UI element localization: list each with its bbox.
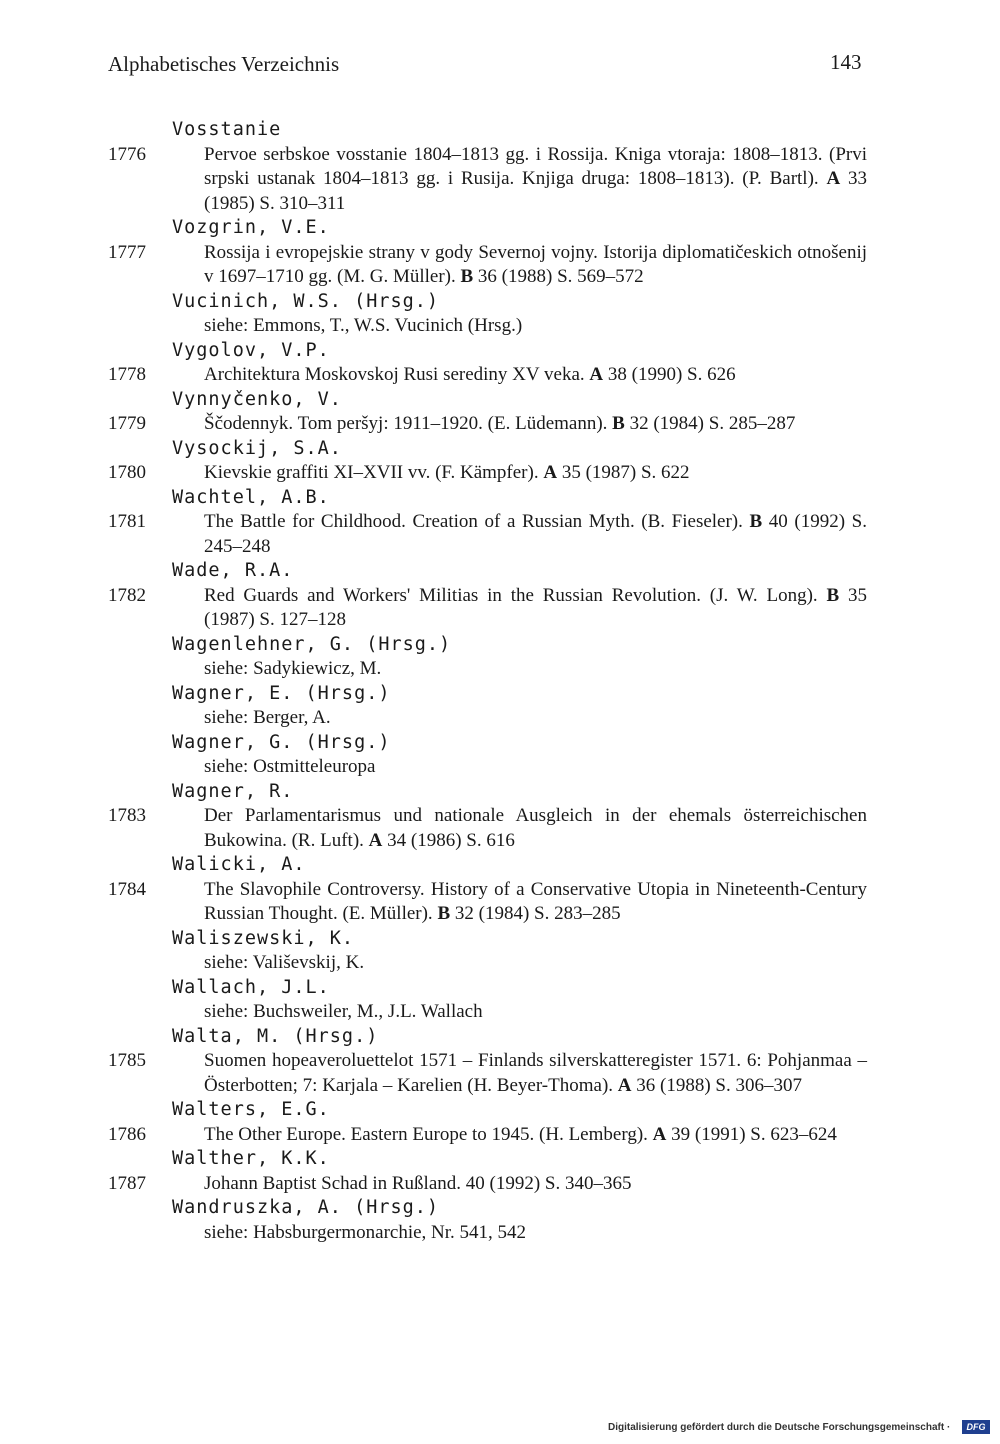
entry-cross-reference: siehe: Vališevskij, K. — [204, 952, 365, 973]
entry-text: Kievskie graffiti XI–XVII vv. (F. Kämpfer). A 35 (1987) S. 622 — [204, 462, 690, 483]
entry-cross-reference: siehe: Emmons, T., W.S. Vucinich (Hrsg.) — [204, 315, 523, 336]
entry-text: Johann Baptist Schad in Rußland. 40 (1992) S. 340–365 — [204, 1172, 632, 1194]
entry-author: Walta, M. (Hrsg.) — [172, 1025, 379, 1047]
index-entry — [0, 633, 1000, 682]
entry-author: Vucinich, W.S. (Hrsg.) — [172, 290, 440, 312]
entry-text: Pervoe serbskoe vosstanie 1804–1813 gg. i Rossija. Kniga vtoraja: 1808–1813. (Prvi srpski ustanak 1804–1813 gg. i Rusija. Knjiga druga: 1808–1813). (P. Bartl). A 33 (1985) S. 310–311 — [204, 143, 867, 214]
entry-item — [0, 143, 1000, 217]
index-entry — [0, 853, 1000, 927]
journal-section-letter: B — [460, 266, 474, 287]
entry-item — [0, 878, 1000, 927]
entry-item — [0, 363, 1000, 388]
index-entry — [0, 388, 1000, 437]
entry-author: Vozgrin, V.E. — [172, 217, 330, 238]
entry-item — [0, 1049, 1000, 1098]
dfg-logo: DFG — [962, 1420, 990, 1434]
journal-section-letter: A — [652, 1123, 667, 1145]
entry-text: Der Parlamentarismus und nationale Ausgleich in der ehemals österreichischen Bukowina. (R. Luft). A 34 (1986) S. 616 — [204, 805, 867, 851]
entry-text: Suomen hopeaveroluettelot 1571 – Finlands silverskatteregister 1571. 6: Pohjanmaa – Österbotten; 7: Karjala – Karelien (H. Beyer-Thoma). A 36 (1988) S. 306–307 — [204, 1050, 867, 1096]
entry-number: 1786 — [108, 1123, 146, 1145]
entry-author: Wandruszka, A. (Hrsg.) — [172, 1197, 440, 1218]
entry-author: Wagner, G. (Hrsg.) — [172, 731, 391, 753]
entry-number: 1787 — [108, 1172, 146, 1194]
index-list — [0, 118, 1000, 1245]
entry-author: Walther, K.K. — [172, 1148, 330, 1169]
entry-author: Wallach, J.L. — [172, 976, 330, 998]
index-entry — [0, 1196, 1000, 1245]
index-entry — [0, 1025, 1000, 1099]
entry-text: The Battle for Childhood. Creation of a Russian Myth. (B. Fieseler). B 40 (1992) S. 245–248 — [204, 511, 867, 557]
journal-section-letter: A — [589, 364, 604, 385]
entry-number: 1780 — [108, 462, 146, 483]
entry-item — [0, 510, 1000, 559]
entry-item — [0, 412, 1000, 437]
entry-item — [0, 1172, 1000, 1197]
entry-item — [0, 1123, 1000, 1148]
index-entry — [0, 216, 1000, 290]
entry-author: Wagner, R. — [172, 780, 294, 802]
index-entry — [0, 976, 1000, 1025]
entry-number: 1783 — [108, 805, 146, 826]
entry-author: Vygolov, V.P. — [172, 339, 330, 361]
index-entry — [0, 682, 1000, 731]
journal-section-letter: B — [612, 413, 625, 434]
index-entry — [0, 118, 1000, 216]
entry-item — [0, 584, 1000, 633]
digitization-credit: Digitalisierung gefördert durch die Deutsche Forschungsgemeinschaft · — [608, 1422, 951, 1433]
entry-author: Waliszewski, K. — [172, 927, 355, 949]
index-entry — [0, 731, 1000, 780]
entry-author: Vosstanie — [172, 119, 282, 140]
journal-section-letter: B — [437, 903, 451, 924]
entry-author: Vynnyčenko, V. — [172, 388, 342, 410]
index-entry — [0, 339, 1000, 388]
entry-item — [0, 804, 1000, 853]
journal-section-letter: A — [368, 829, 383, 851]
entry-number: 1778 — [108, 364, 146, 385]
index-entry — [0, 780, 1000, 854]
entry-cross-reference: siehe: Habsburgermonarchie, Nr. 541, 542 — [204, 1221, 527, 1243]
entry-cross-reference: siehe: Ostmitteleuropa — [204, 756, 376, 777]
journal-section-letter: A — [617, 1074, 632, 1096]
entry-number: 1779 — [108, 413, 146, 434]
entry-number: 1781 — [108, 511, 146, 532]
entry-author: Wagenlehner, G. (Hrsg.) — [172, 633, 452, 655]
journal-section-letter: A — [826, 168, 841, 189]
entry-number: 1785 — [108, 1050, 146, 1071]
entry-author: Wagner, E. (Hrsg.) — [172, 682, 391, 704]
entry-author: Walicki, A. — [172, 854, 306, 875]
journal-section-letter: A — [543, 462, 558, 483]
entry-text: Rossija i evropejskie strany v gody Severnoj vojny. Istorija diplomatičeskich otnošenij v 1697–1710 gg. (M. G. Müller). B 36 (1988) S. 569–572 — [204, 241, 867, 287]
entry-text: The Other Europe. Eastern Europe to 1945. (H. Lemberg). A 39 (1991) S. 623–624 — [204, 1123, 837, 1145]
index-entry — [0, 290, 1000, 339]
entry-number: 1777 — [108, 241, 146, 263]
entry-cross-reference: siehe: Sadykiewicz, M. — [204, 658, 382, 679]
entry-item — [0, 461, 1000, 486]
entry-number: 1784 — [108, 878, 146, 900]
index-entry — [0, 559, 1000, 633]
entry-cross-reference: siehe: Buchsweiler, M., J.L. Wallach — [204, 1001, 483, 1022]
entry-number: 1782 — [108, 584, 146, 606]
entry-author: Wachtel, A.B. — [172, 486, 330, 508]
index-entry — [0, 486, 1000, 560]
journal-section-letter: B — [826, 584, 840, 606]
index-entry — [0, 437, 1000, 486]
entry-author: Walters, E.G. — [172, 1099, 330, 1120]
entry-text: Red Guards and Workers' Militias in the Russian Revolution. (J. W. Long). B 35 (1987) S. 127–128 — [204, 584, 868, 630]
page-number: 143 — [830, 50, 862, 74]
entry-text: Architektura Moskovskoj Rusi serediny XV veka. A 38 (1990) S. 626 — [204, 364, 736, 385]
index-entry — [0, 1147, 1000, 1196]
entry-author: Vysockij, S.A. — [172, 437, 342, 459]
entry-number: 1776 — [108, 143, 146, 165]
journal-section-letter: B — [749, 511, 763, 532]
running-head: Alphabetisches Verzeichnis — [108, 52, 340, 76]
index-entry — [0, 1098, 1000, 1147]
entry-cross-reference: siehe: Berger, A. — [204, 707, 331, 728]
index-entry — [0, 927, 1000, 976]
entry-text: The Slavophile Controversy. History of a Conservative Utopia in Nineteenth-Century Russian Thought. (E. Müller). B 32 (1984) S. 283–285 — [204, 878, 867, 924]
entry-text: Ščodennyk. Tom peršyj: 1911–1920. (E. Lüdemann). B 32 (1984) S. 285–287 — [204, 413, 796, 434]
entry-item — [0, 241, 1000, 290]
entry-author: Wade, R.A. — [172, 560, 294, 581]
